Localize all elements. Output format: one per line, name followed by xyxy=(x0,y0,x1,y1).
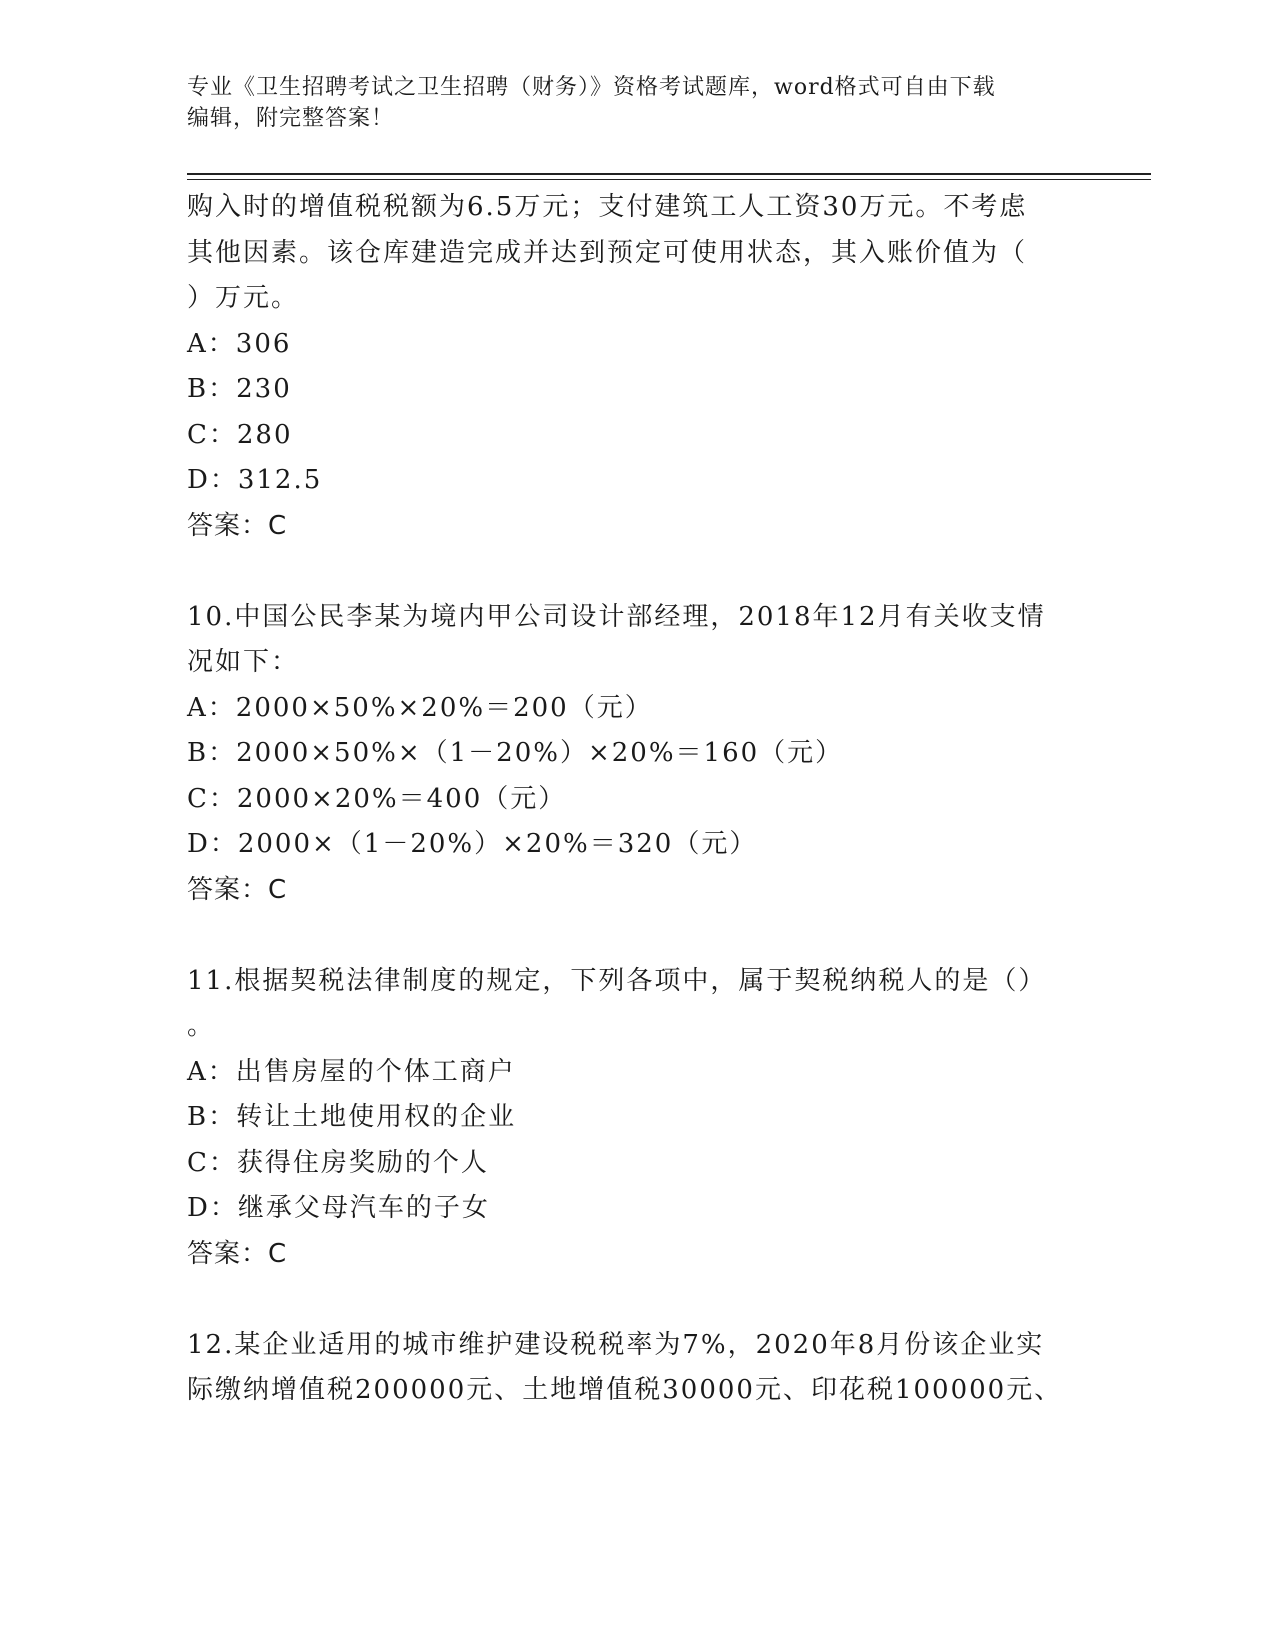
option-a: A：306 xyxy=(187,328,292,359)
option-d: D：继承父母汽车的子女 xyxy=(187,1193,490,1223)
header-line-2: 编辑，附完整答案！ xyxy=(187,106,395,131)
question-text-line: 购入时的增值税税额为6.5万元；支付建筑工人工资30万元。不考虑 xyxy=(187,192,1028,222)
question-11-block xyxy=(187,959,1087,1278)
header-divider-thin xyxy=(187,179,1151,180)
question-text-line: 况如下： xyxy=(187,647,300,677)
answer-label: 答案：C xyxy=(187,1238,288,1269)
question-text-line: 11.根据契税法律制度的规定，下列各项中，属于契税纳税人的是（） xyxy=(187,965,1047,996)
question-9-block xyxy=(187,185,1087,549)
option-d: D：312.5 xyxy=(187,465,323,495)
option-c: C：280 xyxy=(187,419,293,450)
question-12-block xyxy=(187,1323,1087,1414)
question-text-line: 10.中国公民李某为境内甲公司设计部经理，2018年12月有关收支情 xyxy=(187,601,1046,632)
spacer xyxy=(187,1277,1087,1323)
question-text-line: 际缴纳增值税200000元、土地增值税30000元、印花税100000元、 xyxy=(187,1375,1063,1405)
option-c: C：2000×20%＝400（元） xyxy=(187,783,567,814)
document-header xyxy=(187,72,1067,134)
question-text-line: 12.某企业适用的城市维护建设税税率为7%，2020年8月份该企业实 xyxy=(187,1329,1045,1360)
question-text-line: ）万元。 xyxy=(187,283,300,313)
option-a: A：出售房屋的个体工商户 xyxy=(187,1056,516,1087)
option-c: C：获得住房奖励的个人 xyxy=(187,1147,489,1178)
option-b: B：转让土地使用权的企业 xyxy=(187,1102,517,1132)
question-10-block xyxy=(187,595,1087,914)
header-divider-thick xyxy=(187,173,1151,175)
spacer xyxy=(187,913,1087,959)
answer-label: 答案：C xyxy=(187,874,288,905)
spacer xyxy=(187,549,1087,595)
option-b: B：230 xyxy=(187,374,292,404)
option-d: D：2000×（1－20%）×20%＝320（元） xyxy=(187,829,758,859)
answer-label: 答案：C xyxy=(187,510,288,541)
option-b: B：2000×50%×（1－20%）×20%＝160（元） xyxy=(187,738,844,768)
option-a: A：2000×50%×20%＝200（元） xyxy=(187,692,653,723)
question-content xyxy=(187,185,1087,1414)
question-text-line: 。 xyxy=(187,1011,216,1041)
question-text-line: 其他因素。该仓库建造完成并达到预定可使用状态，其入账价值为（ xyxy=(187,237,1028,268)
header-line-1: 专业《卫生招聘考试之卫生招聘（财务）》资格考试题库，word格式可自由下载 xyxy=(187,75,996,100)
